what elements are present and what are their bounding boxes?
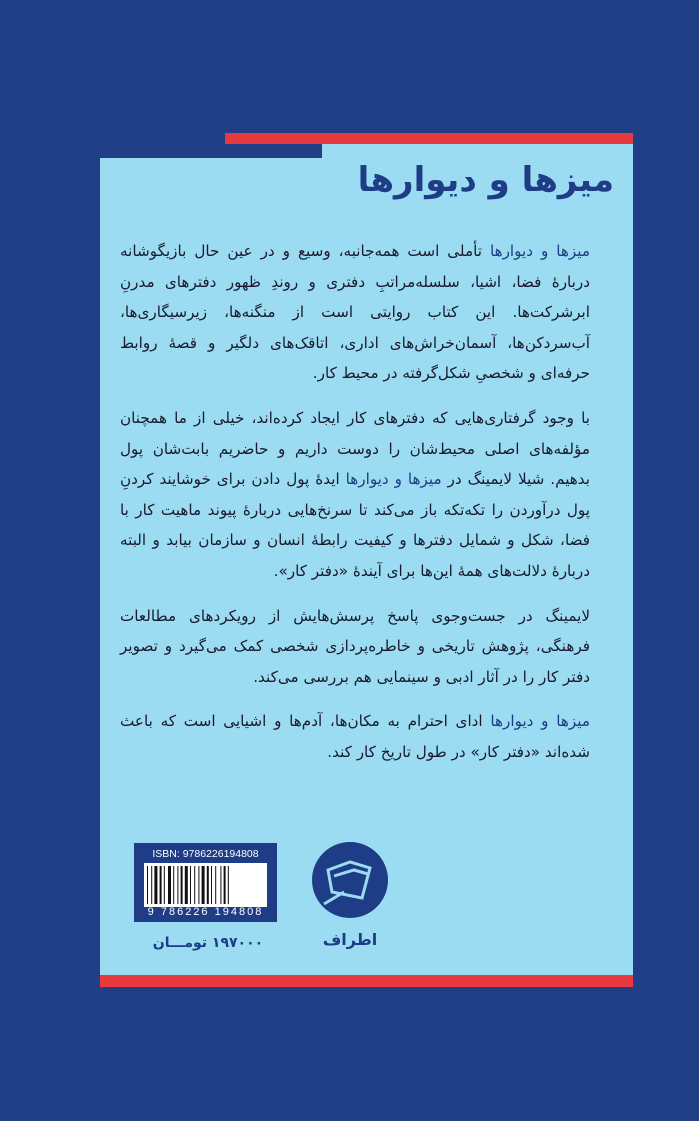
- paragraph-2: [120, 403, 590, 587]
- paragraph-4: [120, 706, 590, 767]
- paragraph-text: تأملی است همه‌جانبه، وسیع و در عین حال بازیگوشانه دربارهٔ فضا، اشیا، سلسله‌مراتبِ دفتری و روندِ ظهور دفترهای مدرنِ ابرشرکت‌ها. این کتاب روایتی است از منگنه‌ها، زیرسیگاری‌ها، آب‌سردکن‌ها، آسمان‌خراش‌های اداری، اتاقک‌های دلگیر و قصهٔ روابط حرفه‌ای و شخصیِ شکل‌گرفته در محیط کار.: [120, 242, 590, 383]
- bottom-red-stripe: [100, 975, 633, 987]
- paragraph-3: [120, 601, 590, 693]
- barcode-stripe: [154, 866, 157, 904]
- barcode-bars: [144, 863, 267, 907]
- paragraph-text: ادای احترام به مکان‌ها، آدم‌ها و اشیایی است که باعث شده‌اند «دفتر کار» در طول تاریخ کار کند.: [120, 712, 590, 761]
- isbn-label: ISBN: 9786226194808: [152, 848, 259, 860]
- barcode-stripe: [173, 866, 174, 904]
- price-label: ۱۹۷۰۰۰ تومـــان: [152, 935, 264, 951]
- barcode-stripe: [202, 866, 205, 904]
- barcode-stripe: [224, 866, 226, 904]
- barcode-stripe: [190, 866, 191, 904]
- paragraph-text: ایدهٔ پول دادن برای خوشایند کردنِ پول درآوردن را تکه‌تکه باز می‌کند تا سرنخ‌هایی دربارهٔ پیوند ماهیت کار با فضا، شکل و شمایل دفترها و کیفیت رابطهٔ انسان و سازمان بیابد و البته دربارهٔ دلالت‌های همهٔ این‌ها برای آیندهٔ «دفتر کار».: [120, 470, 590, 580]
- barcode-stripe: [168, 866, 171, 904]
- paragraph-text: لایمینگ در جست‌وجوی پاسخ پرسش‌هایش از رویکردهای مطالعات فرهنگی، پژوهش تاریخی و خاطره‌پردازی شخصی کمک می‌گیرد و تصویر دفتر کار را در آثار ادبی و سینمایی هم بررسی می‌کند.: [120, 606, 590, 686]
- barcode-stripe: [194, 866, 195, 904]
- barcode-stripe: [177, 866, 178, 904]
- barcode-stripe: [160, 866, 162, 904]
- book-title-inline: میزها و دیوارها: [490, 712, 590, 731]
- panel-top-tab: [322, 144, 633, 158]
- paragraph-text: با وجود گرفتاری‌هایی که دفترهای کار ایجاد کرده‌اند، خیلی از ما همچنان مؤلفه‌های اصلی محیط‌شان را دوست داریم و حاضریم بابت‌شان پول بدهیم. شیلا لایمینگ در: [120, 408, 590, 489]
- barcode-stripe: [185, 866, 188, 904]
- publisher-name: اطراف: [322, 930, 378, 949]
- barcode-stripe: [151, 866, 152, 904]
- book-title: میزها و دیوارها: [357, 160, 614, 200]
- barcode-stripe: [220, 866, 221, 904]
- book-title-inline: میزها و دیوارها: [489, 242, 590, 260]
- barcode-stripe: [228, 866, 229, 904]
- barcode-stripe: [207, 866, 209, 904]
- barcode-stripe: [211, 866, 212, 904]
- barcode-stripe: [181, 866, 183, 904]
- blurb: [120, 236, 590, 782]
- paragraph-1: [120, 236, 590, 389]
- barcode-stripe: [164, 866, 165, 904]
- barcode-stripe: [215, 866, 216, 904]
- barcode-stripe: [147, 866, 148, 904]
- top-red-stripe: [225, 133, 633, 144]
- book-title-inline: میزها و دیوارها: [345, 470, 442, 489]
- barcode-box: [134, 843, 277, 922]
- isbn-number: 9 786226 194808: [147, 906, 264, 918]
- barcode-stripe: [198, 866, 199, 904]
- publisher-logo-icon: [310, 840, 390, 920]
